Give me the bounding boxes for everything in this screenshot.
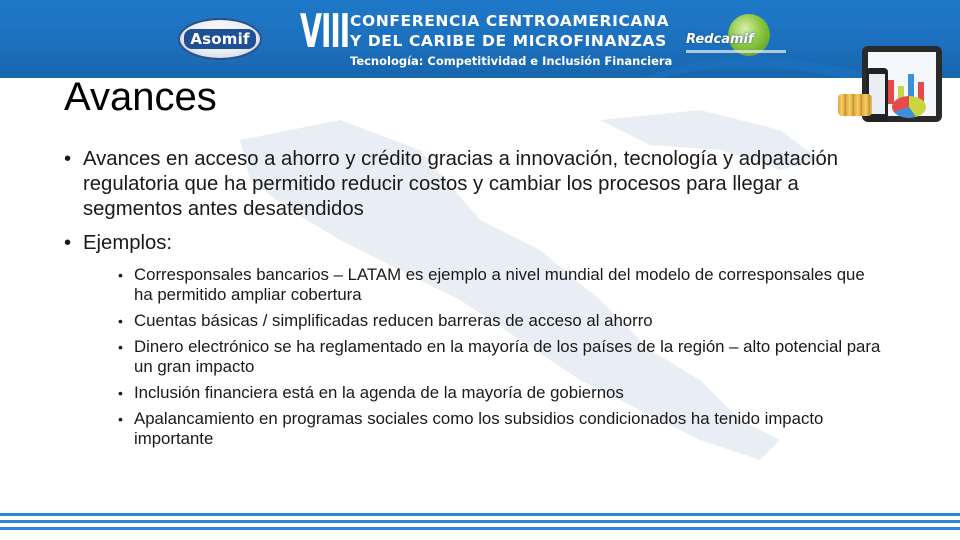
bullet-item: • Ejemplos: xyxy=(64,231,884,256)
asomif-logo xyxy=(178,18,262,60)
redcamif-logo-text: Redcamif xyxy=(686,32,754,47)
slide-title: Avances xyxy=(64,75,217,119)
conference-edition-numeral: VIII xyxy=(300,4,349,58)
conference-title-line1: CONFERENCIA CENTROAMERICANA xyxy=(350,12,670,30)
coins-icon xyxy=(838,94,872,116)
sub-bullet-item: • Corresponsales bancarios – LATAM es ejemplo a nivel mundial del modelo de corresponsales que ha permitido ampliar cobertura xyxy=(118,265,884,305)
redcamif-tagline-bar xyxy=(686,50,786,53)
conference-banner xyxy=(0,0,960,78)
footer-divider-line xyxy=(0,520,960,523)
sub-bullet-item: • Inclusión financiera está en la agenda de la mayoría de gobiernos xyxy=(118,383,884,403)
conference-title-line2: Y DEL CARIBE DE MICROFINANZAS xyxy=(350,32,667,50)
pie-chart-icon xyxy=(892,96,926,118)
footer-divider-line xyxy=(0,527,960,530)
sub-bullet-list xyxy=(64,265,884,449)
footer-divider-line xyxy=(0,513,960,516)
bullet-item: • Avances en acceso a ahorro y crédito gracias a innovación, tecnología y adpatación regulatoria que ha permitido reducir costos y cambiar los procesos para llegar a segmentos antes desatendidos xyxy=(64,147,884,222)
slide-content xyxy=(64,147,884,453)
redcamif-logo xyxy=(686,14,786,66)
sub-bullet-item: • Apalancamiento en programas sociales como los subsidios condicionados ha tenido impacto importante xyxy=(118,409,884,449)
sub-bullet-item: • Dinero electrónico se ha reglamentado en la mayoría de los países de la región – alto potencial para un gran impacto xyxy=(118,337,884,377)
sub-bullet-item: • Cuentas básicas / simplificadas reducen barreras de acceso al ahorro xyxy=(118,311,884,331)
asomif-logo-text: Asomif xyxy=(184,29,255,49)
conference-subtitle: Tecnología: Competitividad e Inclusión Financiera xyxy=(350,54,673,68)
chart-bar-icon xyxy=(888,80,894,104)
